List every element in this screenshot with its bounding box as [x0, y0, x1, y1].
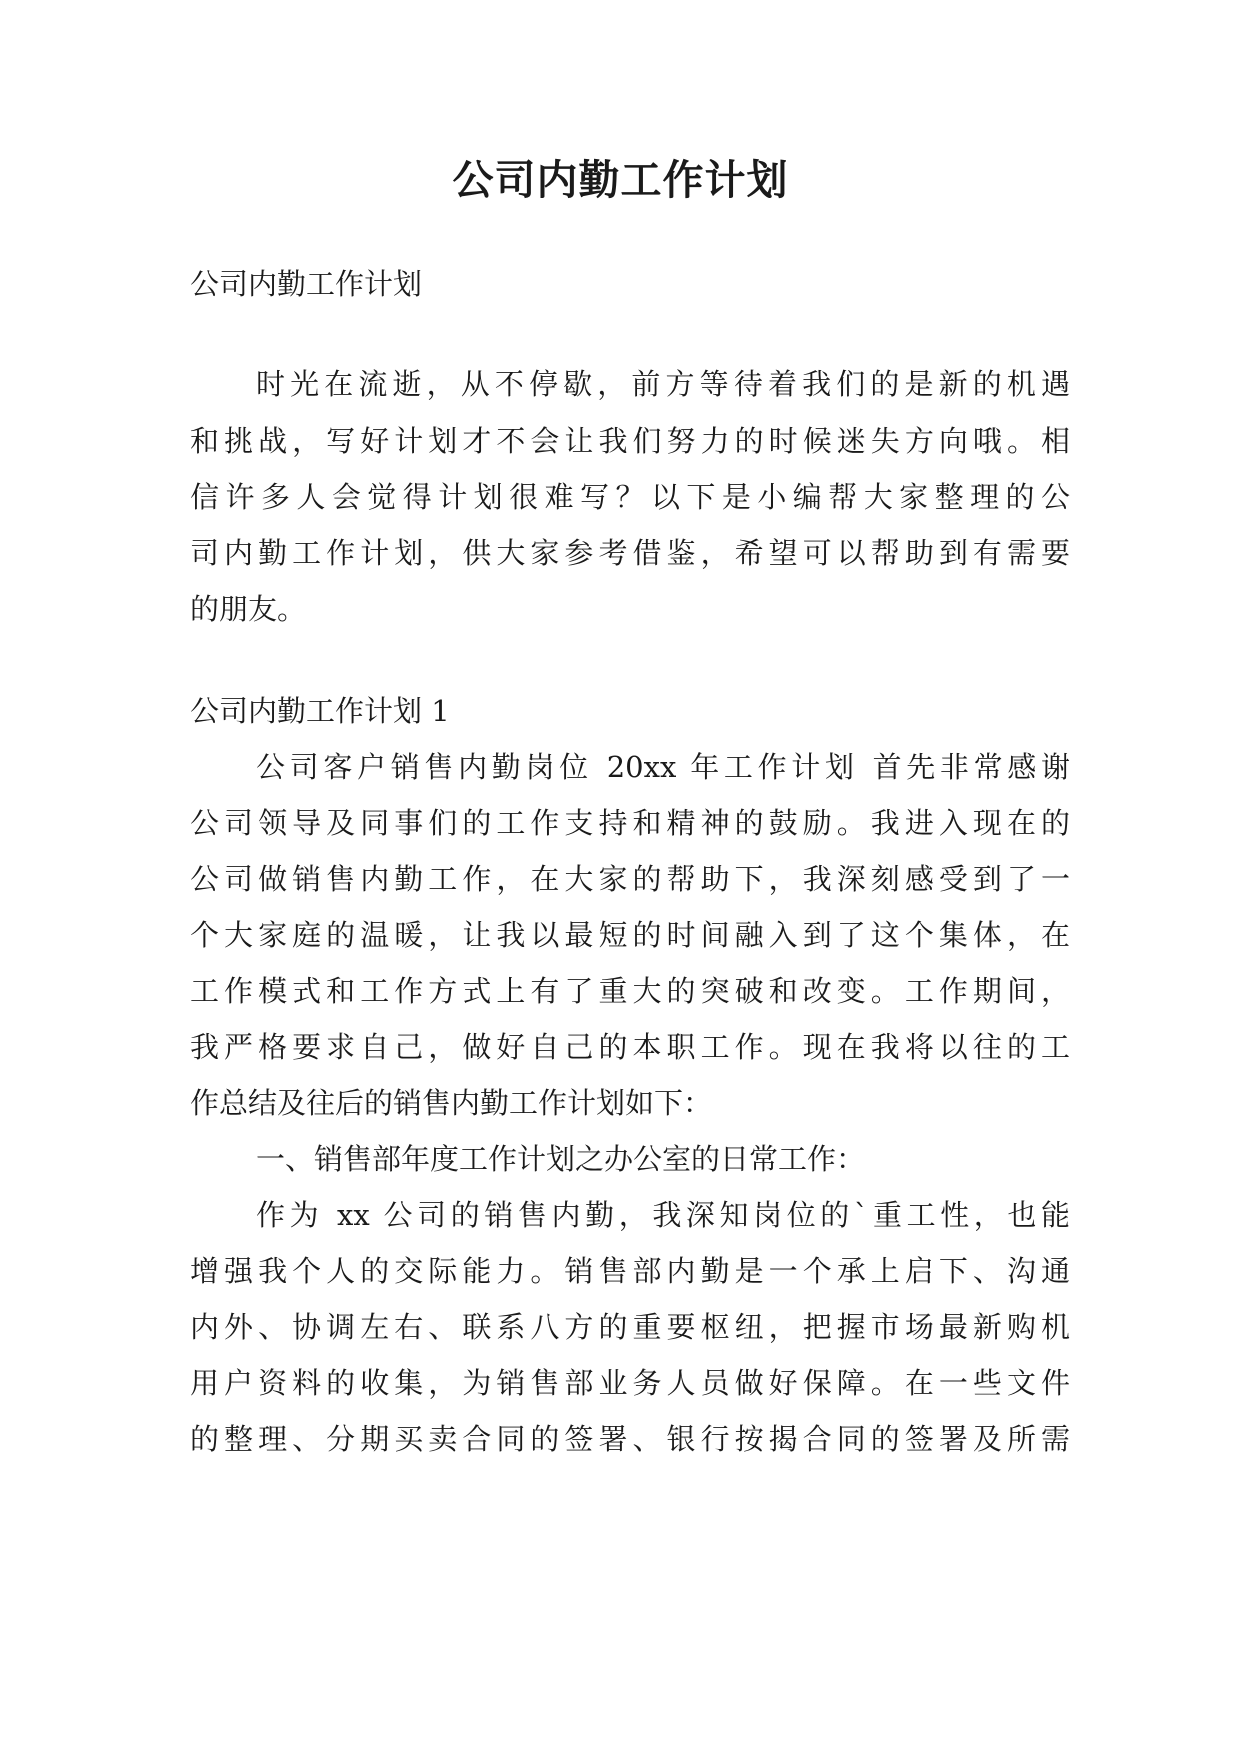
intro-line: 信许多人会觉得计划很难写？以下是小编帮大家整理的公 — [190, 480, 1070, 514]
body2-line: 的整理、分期买卖合同的签署、银行按揭合同的签署及所需 — [190, 1422, 1070, 1456]
body-line: 我严格要求自己，做好自己的本职工作。现在我将以往的工 — [190, 1030, 1070, 1064]
intro-line: 和挑战，写好计划才不会让我们努力的时候迷失方向哦。相 — [190, 424, 1070, 458]
body-line: 工作模式和工作方式上有了重大的突破和改变。工作期间， — [190, 974, 1070, 1008]
body-line: 作总结及往后的销售内勤工作计划如下： — [190, 1086, 713, 1120]
body-line: 公司客户销售内勤岗位 20xx 年工作计划 首先非常感谢 — [256, 750, 1070, 784]
intro-line: 的朋友。 — [190, 592, 307, 626]
body-line: 个大家庭的温暖，让我以最短的时间融入到了这个集体，在 — [190, 918, 1070, 952]
body2-line: 作为 xx 公司的销售内勤，我深知岗位的`重工性，也能 — [256, 1198, 1070, 1232]
intro-line: 时光在流逝，从不停歇，前方等待着我们的是新的机遇 — [256, 367, 1070, 401]
body-line: 公司做销售内勤工作，在大家的帮助下，我深刻感受到了一 — [190, 862, 1070, 896]
document-subtitle: 公司内勤工作计划 — [190, 267, 423, 301]
body2-line: 用户资料的收集，为销售部业务人员做好保障。在一些文件 — [190, 1366, 1070, 1400]
body2-line: 内外、协调左右、联系八方的重要枢纽，把握市场最新购机 — [190, 1310, 1070, 1344]
section-heading: 公司内勤工作计划 1 — [190, 694, 450, 728]
intro-line: 司内勤工作计划，供大家参考借鉴，希望可以帮助到有需要 — [190, 536, 1070, 570]
sub-heading: 一、销售部年度工作计划之办公室的日常工作： — [256, 1142, 866, 1176]
document-title: 公司内勤工作计划 — [452, 156, 789, 204]
body-line: 公司领导及同事们的工作支持和精神的鼓励。我进入现在的 — [190, 806, 1070, 840]
body2-line: 增强我个人的交际能力。销售部内勤是一个承上启下、沟通 — [190, 1254, 1070, 1288]
